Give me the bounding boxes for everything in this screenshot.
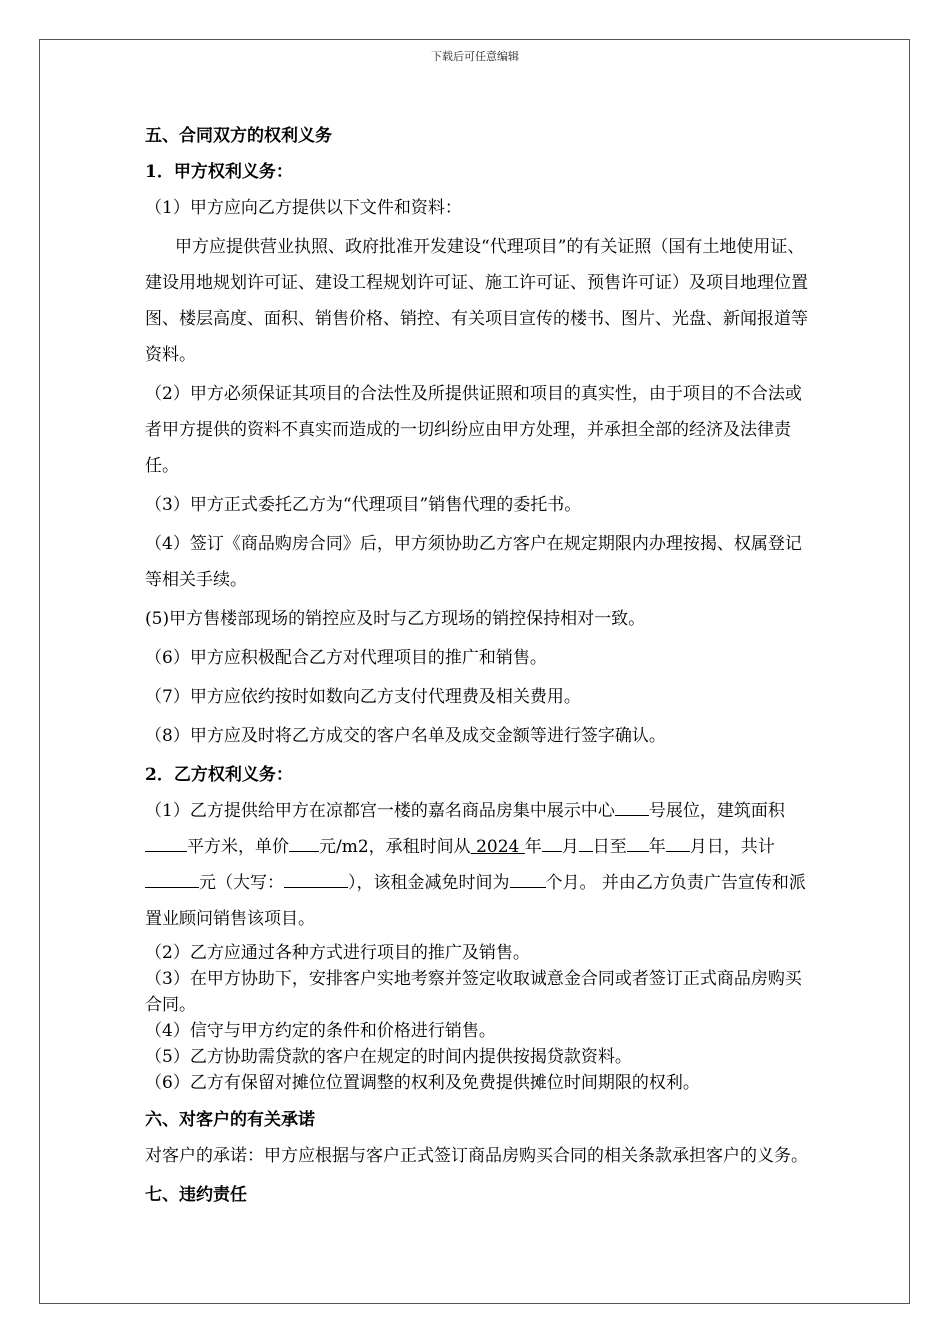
party-b-item2: （2）乙方应通过各种方式进行项目的推广及销售。 xyxy=(145,943,530,963)
party-a-item2: （2）甲方必须保证其项目的合法性及所提供证照和项目的真实性，由于项目的不合法或者甲方提供的资料不真实而造成的一切纠纷应由甲方处理，并承担全部的经济及法律责任。 xyxy=(145,384,802,476)
party-b-item1-text7: 日至 xyxy=(592,837,627,857)
party-b-item1-year: 2024 xyxy=(470,837,525,857)
blank-total-amount xyxy=(145,869,199,888)
party-b-item1-text10: 元（大写： xyxy=(199,873,284,893)
party-a-item5: (5)甲方售楼部现场的销控应及时与乙方现场的销控保持相对一致。 xyxy=(145,609,646,629)
party-b-item1-text5: 年 xyxy=(524,837,542,857)
blank-end-month xyxy=(666,833,690,852)
party-b-item1-text9: 月日，共计 xyxy=(689,837,775,857)
blank-start-day xyxy=(579,833,593,852)
party-b-item1-text8: 年 xyxy=(648,837,666,857)
party-b-item6: （6）乙方有保留对摊位位置调整的权利及免费提供摊位时间期限的权利。 xyxy=(145,1073,700,1093)
blank-booth-number xyxy=(615,797,649,816)
party-b-heading: 2．乙方权利义务： xyxy=(145,765,293,785)
section6-body: 对客户的承诺：甲方应根据与客户正式签订商品房购买合同的相关条款承担客户的义务。 xyxy=(145,1146,808,1166)
section5-title: 五、合同双方的权利义务 xyxy=(145,126,332,146)
document-body xyxy=(145,118,810,1213)
party-b-item4: （4）信守与甲方约定的条件和价格进行销售。 xyxy=(145,1021,496,1041)
party-a-item8: （8）甲方应及时将乙方成交的客户名单及成交金额等进行签字确认。 xyxy=(145,726,666,746)
party-b-item1-text11: ），该租金减免时间为 xyxy=(348,873,510,893)
section7-title: 七、违约责任 xyxy=(145,1185,247,1205)
party-b-item1-text2: 号展位，建筑面积 xyxy=(648,801,785,821)
party-b-item1-text12: 个月。 并由乙方负责广告宣传和派置业顾问销售该项目。 xyxy=(145,873,806,929)
party-a-item1-body: 甲方应提供营业执照、政府批准开发建设“代理项目”的有关证照（国有土地使用证、建设用地规划许可证、建设工程规划许可证、施工许可证、预售许可证）及项目地理位置图、楼层高度、面积、销售价格、销控、有关项目宣传的楼书、图片、光盘、新闻报道等资料。 xyxy=(145,237,808,365)
party-b-item1-text6: 月 xyxy=(561,837,579,857)
party-b-item1-text1: （1）乙方提供给甲方在凉都宫一楼的嘉名商品房集中展示中心 xyxy=(145,801,615,821)
party-a-item4: （4）签订《商品购房合同》后，甲方须协助乙方客户在规定期限内办理按揭、权属登记等相关手续。 xyxy=(145,534,802,590)
header-note: 下载后可任意编辑 xyxy=(431,50,519,63)
blank-area xyxy=(145,833,187,852)
party-b-item5: （5）乙方协助需贷款的客户在规定的时间内提供按揭贷款资料。 xyxy=(145,1047,632,1067)
party-a-item7: （7）甲方应依约按时如数向乙方支付代理费及相关费用。 xyxy=(145,687,581,707)
blank-end-year xyxy=(627,833,649,852)
section6-title: 六、对客户的有关承诺 xyxy=(145,1110,315,1130)
blank-amount-in-words xyxy=(284,869,348,888)
party-b-item1-text4: 元/m2，承租时间从 xyxy=(319,837,471,857)
blank-unit-price xyxy=(289,833,319,852)
party-a-heading: 1．甲方权利义务： xyxy=(145,162,293,182)
party-b-item3: （3）在甲方协助下，安排客户实地考察并签定收取诚意金合同或者签订正式商品房购买合同。 xyxy=(145,969,802,1015)
blank-waiver-months xyxy=(510,869,546,888)
blank-start-month xyxy=(542,833,562,852)
party-b-item1 xyxy=(145,793,810,937)
party-a-item3: （3）甲方正式委托乙方为“代理项目”销售代理的委托书。 xyxy=(145,495,582,515)
party-b-item1-text3: 平方米，单价 xyxy=(187,837,289,857)
party-a-item1-title: （1）甲方应向乙方提供以下文件和资料： xyxy=(145,198,462,218)
party-a-item6: （6）甲方应积极配合乙方对代理项目的推广和销售。 xyxy=(145,648,547,668)
